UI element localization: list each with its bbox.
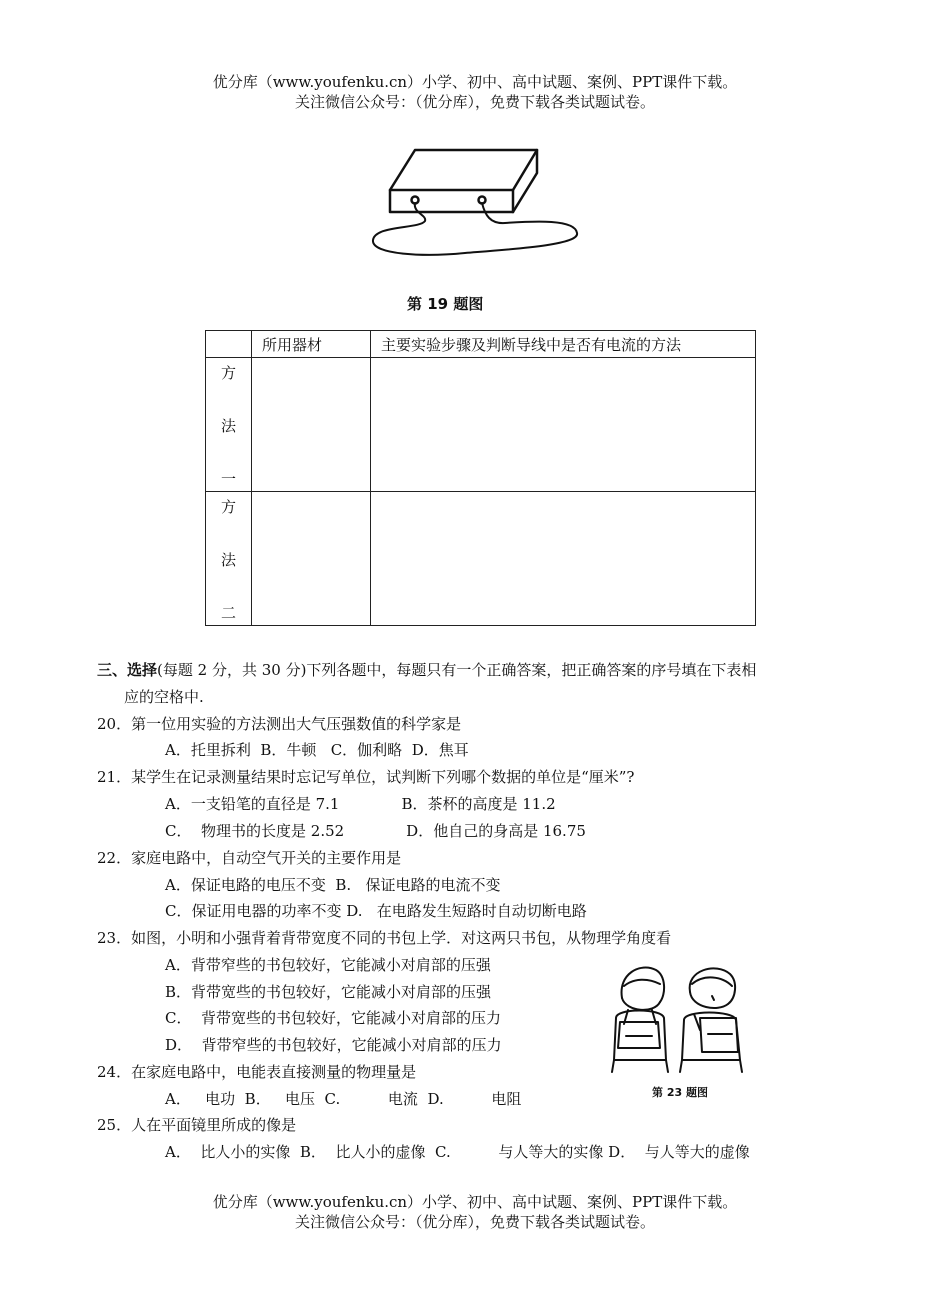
table-header-equipment: 所用器材 — [252, 331, 371, 358]
child-right-figure — [680, 968, 742, 1072]
method1-label-char3: 一 — [220, 470, 236, 488]
question21-options-cd: C． 物理书的长度是 2.52 D．他自己的身高是 16.75 — [165, 822, 586, 840]
method1-label — [206, 358, 252, 492]
box-top-face — [390, 150, 537, 190]
child-left-figure — [612, 968, 668, 1072]
method2-equipment-cell[interactable] — [252, 492, 371, 626]
method2-steps-cell[interactable] — [371, 492, 756, 626]
table-row-method1 — [206, 358, 756, 492]
method2-label-char2: 法 — [220, 551, 236, 569]
section3-intro: (每题 2 分，共 30 分)下列各题中，每题只有一个正确答案，把正确答案的序号填在下表相 — [157, 661, 757, 679]
question23-option-b: B．背带宽些的书包较好，它能减小对肩部的压强 — [165, 983, 492, 1001]
question23-stem: 23．如图，小明和小强背着背带宽度不同的书包上学．对这两只书包，从物理学角度看 — [97, 929, 672, 947]
question24-options: A． 电功 B． 电压 C. 电流 D. 电阻 — [165, 1090, 522, 1108]
question21-stem: 21．某学生在记录测量结果时忘记写单位，试判断下列哪个数据的单位是“厘米”? — [97, 768, 635, 786]
table-row-method2 — [206, 492, 756, 626]
section3-heading — [97, 660, 756, 680]
page-header-line2: 关注微信公众号：（优分库），免费下载各类试题试卷。 — [294, 93, 655, 111]
question23-figure — [608, 960, 748, 1080]
question22-options-cd: C．保证用电器的功率不变 D. 在电路发生短路时自动切断电路 — [165, 902, 587, 920]
question20-options: A．托里拆利 B．牛顿 C．伽利略 D．焦耳 — [165, 741, 469, 759]
method2-label — [206, 492, 252, 626]
table-header-row — [206, 331, 756, 358]
question23-figure-caption: 第 23 题图 — [652, 1086, 708, 1099]
question25-options: A． 比人小的实像 B． 比人小的虚像 C. 与人等大的实像 D． 与人等大的虚像 — [165, 1143, 750, 1161]
method1-label-char2: 法 — [220, 417, 236, 435]
page-footer-line2: 关注微信公众号：（优分库），免费下载各类试题试卷。 — [294, 1213, 655, 1231]
question20-stem: 20．第一位用实验的方法测出大气压强数值的科学家是 — [97, 715, 462, 733]
question19-answer-table — [205, 330, 756, 626]
method1-label-char1: 方 — [220, 364, 236, 382]
question23-option-a: A．背带窄些的书包较好，它能减小对肩部的压强 — [165, 956, 491, 974]
section3-title: 三、选择 — [97, 661, 158, 679]
method2-label-char1: 方 — [220, 498, 236, 516]
question21-options-ab: A．一支铅笔的直径是 7.1 B．茶杯的高度是 11.2 — [165, 795, 556, 813]
page-footer-line1: 优分库（www.youfenku.cn）小学、初中、高中试题、案例、PPT课件下载。 — [212, 1193, 738, 1211]
table-header-corner — [206, 331, 252, 358]
question25-stem: 25．人在平面镜里所成的像是 — [97, 1116, 297, 1134]
question24-stem: 24．在家庭电路中，电能表直接测量的物理量是 — [97, 1063, 417, 1081]
table-header-method: 主要实验步骤及判断导线中是否有电流的方法 — [371, 331, 756, 358]
question22-stem: 22．家庭电路中，自动空气开关的主要作用是 — [97, 849, 402, 867]
box-side-face — [513, 150, 537, 212]
method1-steps-cell[interactable] — [371, 358, 756, 492]
method2-label-char3: 二 — [220, 604, 236, 622]
page-header-line1: 优分库（www.youfenku.cn）小学、初中、高中试题、案例、PPT课件下载。 — [212, 73, 738, 91]
question23-option-c: C． 背带宽些的书包较好，它能减小对肩部的压力 — [165, 1009, 502, 1027]
method1-equipment-cell[interactable] — [252, 358, 371, 492]
section3-intro-cont: 应的空格中. — [124, 688, 204, 706]
question23-option-d: D． 背带窄些的书包较好，它能减小对肩部的压力 — [165, 1036, 502, 1054]
question19-figure — [365, 145, 595, 285]
question22-options-ab: A．保证电路的电压不变 B. 保证电路的电流不变 — [165, 876, 501, 894]
question19-figure-caption: 第 19 题图 — [407, 295, 484, 313]
box-front-face — [390, 190, 513, 212]
